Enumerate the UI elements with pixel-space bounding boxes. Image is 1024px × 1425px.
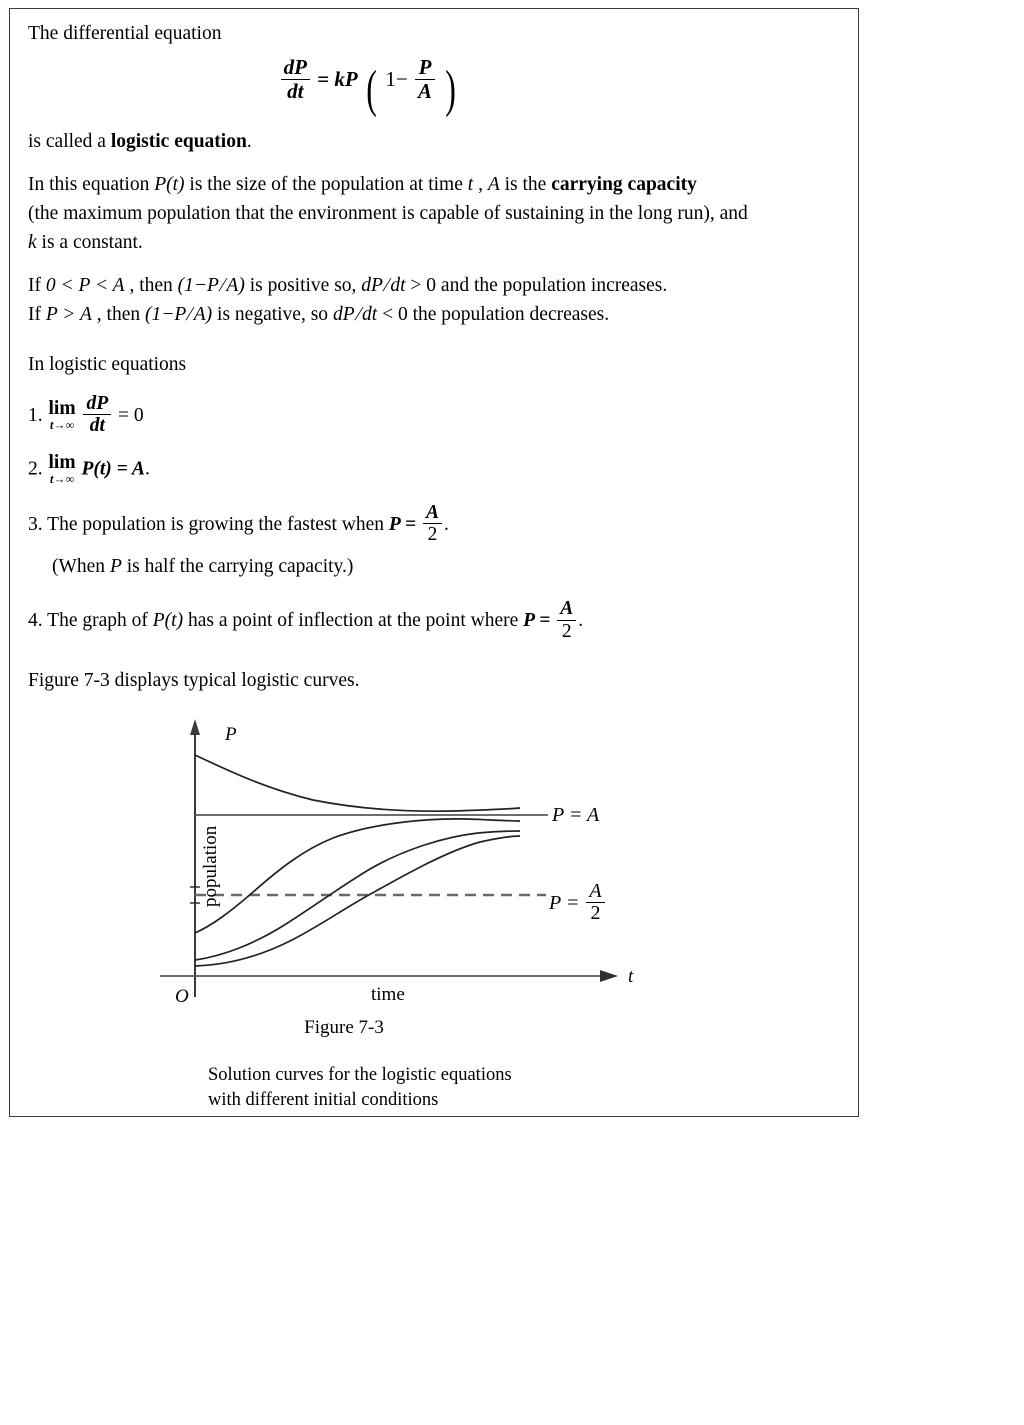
item4-A: A: [560, 598, 574, 620]
minus-sign: −: [395, 67, 408, 92]
dt-denominator: dt: [281, 79, 310, 103]
item3-note-P: P: [109, 556, 122, 578]
cond2-if: If: [28, 303, 46, 325]
figure-desc-line2: with different initial conditions: [208, 1089, 439, 1110]
explain-p3: ,: [473, 173, 488, 195]
list-item-1: [28, 393, 840, 436]
figure-description: [208, 1063, 678, 1113]
y-axis-arrowhead: [190, 719, 200, 735]
condition-increasing: [28, 271, 840, 300]
intro-line: The differential equation: [28, 23, 222, 44]
figure-intro: Figure 7-3 displays typical logistic curves.: [28, 669, 360, 691]
cond1-then: , then: [124, 274, 178, 296]
slash: /: [184, 303, 196, 325]
item3-note-post: is half the carrying capacity.): [121, 556, 354, 578]
item2-period: .: [144, 458, 150, 480]
item3-note-pre: (When: [52, 556, 110, 578]
list-item-2: [28, 453, 840, 486]
page-frame: [9, 8, 859, 1117]
label-half-fraction: [586, 881, 604, 925]
slash: /: [352, 303, 365, 325]
item1-number: 1.: [28, 404, 43, 426]
item1-result: = 0: [118, 404, 144, 426]
carrying-capacity-term: carrying capacity: [551, 173, 697, 195]
item4-text-post: has a point of inflection at the point where: [183, 610, 524, 632]
cond2-dP: dP: [332, 303, 355, 325]
cond1-dt: dt: [390, 274, 406, 296]
cond1-dP-over-dt: [361, 271, 405, 300]
cond2-range: P > A: [45, 303, 92, 325]
item3-period: .: [443, 514, 449, 536]
condition-decreasing: [28, 300, 840, 329]
item1-dP: dP: [86, 392, 109, 414]
item2-limit: [49, 453, 76, 486]
item1-lim: lim: [48, 397, 76, 419]
A-denominator: A: [415, 79, 435, 103]
logistic-equation-term: logistic equation: [110, 130, 247, 152]
definition-suffix: .: [246, 130, 252, 152]
label-P-equals-A: [552, 804, 599, 827]
list-item-4: [28, 598, 840, 641]
item4-number: 4.: [28, 610, 43, 632]
slash: /: [216, 274, 229, 296]
left-paren: (: [366, 60, 377, 118]
item4-text-pre: The graph of: [47, 610, 153, 632]
item4-Pt: P(t): [152, 610, 184, 632]
definition-line: [28, 127, 840, 156]
item3-A-over-2: [423, 502, 442, 545]
label-half-num: A: [589, 879, 602, 902]
item3-text: The population is growing the fastest when: [47, 514, 389, 536]
cond2-expr-open: (1−: [144, 303, 175, 325]
explain-p4: is the: [499, 173, 552, 195]
curve-above-carrying-capacity: [195, 755, 520, 811]
cond2-mid: is negative, so: [212, 303, 333, 325]
list-item-3-note: [28, 553, 840, 581]
cond1-P: P: [207, 274, 219, 296]
list-heading: In logistic equations: [28, 353, 187, 375]
cond1-if: If: [28, 274, 46, 296]
label-P-equals-A-text: P = A: [552, 803, 600, 826]
explanation-paragraph: [28, 170, 840, 257]
x-axis-title: time: [371, 983, 405, 1005]
figure-desc-line1: Solution curves for the logistic equations: [208, 1064, 512, 1085]
one-term: 1: [385, 67, 396, 92]
item4-2: 2: [557, 620, 576, 642]
logistic-curves-plot: [28, 711, 668, 1011]
item3-A: A: [425, 502, 439, 524]
Pt-symbol: P(t): [154, 173, 185, 195]
item3-2: 2: [423, 523, 442, 545]
cond2-dt: dt: [362, 303, 378, 325]
cond2-P-over-A: [174, 300, 205, 329]
cond2-tail: the population decreases.: [407, 303, 610, 325]
cond2-A: A: [193, 303, 206, 325]
cond1-A: A: [226, 274, 239, 296]
k-symbol: k: [28, 231, 37, 253]
cond2-inequality: < 0: [377, 303, 408, 325]
A-symbol: A: [487, 173, 500, 195]
origin-label: O: [175, 985, 189, 1007]
item1-dt: dt: [83, 414, 111, 436]
P-numerator: P: [418, 55, 432, 79]
definition-prefix: is called a: [28, 130, 111, 152]
t-symbol: t: [467, 173, 474, 195]
right-paren: ): [445, 60, 457, 118]
cond1-inequality: > 0: [405, 274, 437, 296]
page-content: [28, 19, 840, 1131]
explain-p2: is the size of the population at time: [184, 173, 468, 195]
cond1-expr-open: (1−: [177, 274, 208, 296]
cond2-dP-over-dt: [333, 300, 377, 329]
item1-lim-subscript: t→∞: [50, 418, 75, 433]
item3-number: 3.: [28, 514, 43, 536]
label-P-equals-A-over-2: [549, 881, 607, 925]
logistic-equation: [0, 52, 840, 127]
x-axis-arrowhead: [600, 970, 618, 982]
cond2-then: , then: [91, 303, 145, 325]
figure-7-3: [28, 711, 840, 1131]
cond1-tail: and the population increases.: [436, 274, 668, 296]
cond1-dP: dP: [361, 274, 383, 296]
equals-sign: =: [317, 67, 330, 92]
list-item-3: [28, 502, 840, 545]
cond1-range: 0 < P < A: [45, 274, 125, 296]
cond1-expr-close: ): [238, 274, 245, 296]
item1-limit: [49, 399, 76, 432]
item4-period: .: [578, 610, 584, 632]
label-half-lhs: P =: [549, 891, 580, 914]
figure-number-caption: Figure 7-3: [304, 1016, 384, 1038]
y-axis-symbol: P: [225, 723, 237, 745]
P-over-A-fraction: [415, 56, 435, 102]
dP-dt-fraction: [281, 56, 310, 102]
cond1-P-over-A: [207, 271, 238, 300]
explain-p1: In this equation: [28, 173, 155, 195]
kP-term: kP: [334, 67, 358, 92]
item2-lim-subscript: t→∞: [50, 472, 75, 487]
item2-number: 2.: [28, 458, 43, 480]
cond2-expr-close: ): [205, 303, 213, 325]
item1-dP-dt-fraction: [83, 393, 111, 436]
cond2-P: P: [174, 303, 187, 325]
item4-eq-lhs: P =: [523, 610, 551, 632]
slash: /: [380, 274, 393, 296]
explain-line2: (the maximum population that the environment is capable of sustaining in the long run), and: [28, 202, 748, 224]
item2-body: P(t) = A: [81, 458, 145, 480]
y-axis-title: population: [200, 825, 221, 907]
item2-lim: lim: [48, 451, 76, 473]
cond1-mid: is positive so,: [244, 274, 362, 296]
label-half-den: 2: [586, 902, 604, 925]
explain-line3: is a constant.: [36, 231, 143, 253]
x-axis-symbol: t: [628, 965, 634, 987]
item3-eq-lhs: P =: [388, 514, 417, 536]
item4-A-over-2: [557, 598, 576, 641]
dP-numerator: dP: [283, 55, 307, 79]
